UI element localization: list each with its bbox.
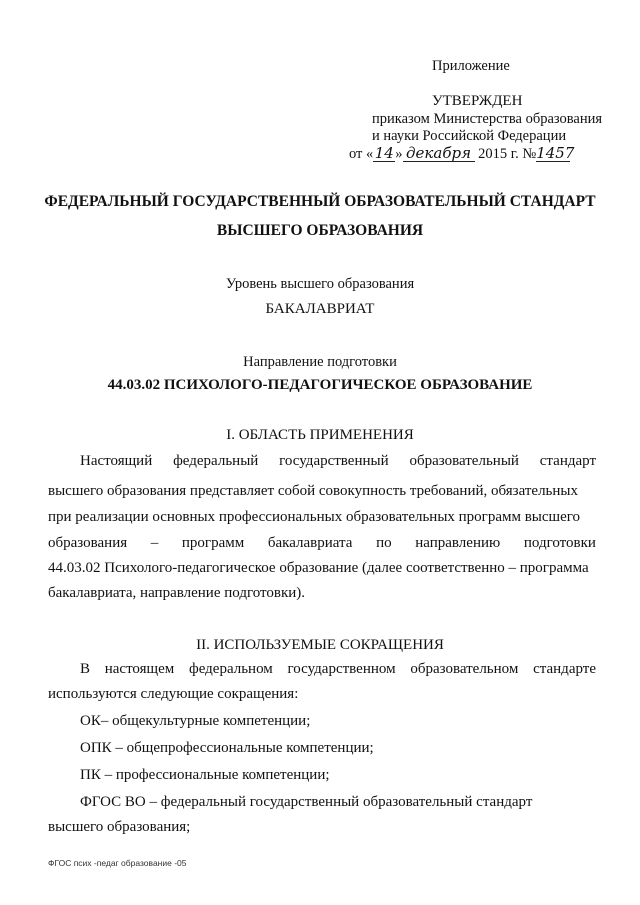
date-month-handwritten: декабря — [403, 145, 475, 162]
abbreviation-item-continuation: высшего образования; — [48, 819, 191, 835]
order-number-handwritten: 1457 — [536, 144, 575, 162]
date-day-handwritten: 14 — [374, 144, 394, 162]
abbreviation-item: ФГОС ВО – федеральный государственный образовательный стандарт — [80, 794, 533, 810]
date-year: 2015 г. № — [478, 146, 537, 162]
word: Настоящий — [80, 453, 153, 469]
section-1-line-3: при реализации основных профессиональных образовательных программ высшего — [48, 509, 581, 525]
order-line-2: и науки Российской Федерации — [372, 128, 567, 144]
abbreviation-item: ПК – профессиональные компетенции; — [80, 767, 330, 783]
word: образовательный — [409, 453, 519, 469]
section-1-line-6: бакалавриата, направление подготовки). — [48, 585, 306, 601]
word: государственный — [279, 453, 389, 469]
approved-label: УТВЕРЖДЕН — [432, 93, 523, 109]
word: бакалавриата — [267, 535, 353, 551]
direction-value: 44.03.02 ПСИХОЛОГО-ПЕДАГОГИЧЕСКОЕ ОБРАЗОВАНИЕ — [107, 377, 533, 393]
section-1-line-1 — [80, 453, 596, 470]
word: подготовки — [523, 535, 596, 551]
date-prefix: от « — [349, 146, 374, 162]
section-1-line-5: 44.03.02 Психолого-педагогическое образование (далее соответственно – программа — [48, 560, 589, 576]
order-line-1: приказом Министерства образования — [372, 111, 603, 127]
word: – — [150, 535, 159, 551]
education-level-label: Уровень высшего образования — [225, 276, 415, 292]
section-1-line-2: высшего образования представляет собой совокупность требований, обязательных — [48, 483, 578, 499]
direction-label: Направление подготовки — [243, 354, 397, 370]
word: программ — [181, 535, 245, 551]
word: федеральный — [173, 453, 259, 469]
abbreviation-item: ОПК – общепрофессиональные компетенции; — [80, 740, 374, 756]
document-title-line-2: ВЫСШЕГО ОБРАЗОВАНИЯ — [216, 222, 424, 239]
document-title-line-1: ФЕДЕРАЛЬНЫЙ ГОСУДАРСТВЕННЫЙ ОБРАЗОВАТЕЛЬНЫЙ СТАНДАРТ — [44, 193, 596, 210]
order-date-line — [349, 144, 575, 163]
word: по — [376, 535, 392, 551]
abbreviation-item: ОК– общекультурные компетенции; — [80, 713, 311, 729]
appendix-label: Приложение — [432, 58, 510, 74]
word: направлению — [415, 535, 501, 551]
section-2-intro-line-2: используются следующие сокращения: — [48, 686, 299, 702]
section-1-line-4 — [48, 535, 596, 552]
section-1-heading: I. ОБЛАСТЬ ПРИМЕНЕНИЯ — [226, 427, 414, 443]
page-footer: ФГОС псих -педаг образование -05 — [48, 858, 187, 868]
date-mid: » — [395, 146, 403, 162]
word: стандарт — [539, 453, 596, 469]
word: образования — [48, 535, 128, 551]
section-2-intro-line-1: В настоящем федеральном государственном образовательном стандарте — [80, 661, 596, 677]
section-2-heading: II. ИСПОЛЬЗУЕМЫЕ СОКРАЩЕНИЯ — [196, 637, 444, 653]
education-level-value: БАКАЛАВРИАТ — [265, 301, 375, 317]
